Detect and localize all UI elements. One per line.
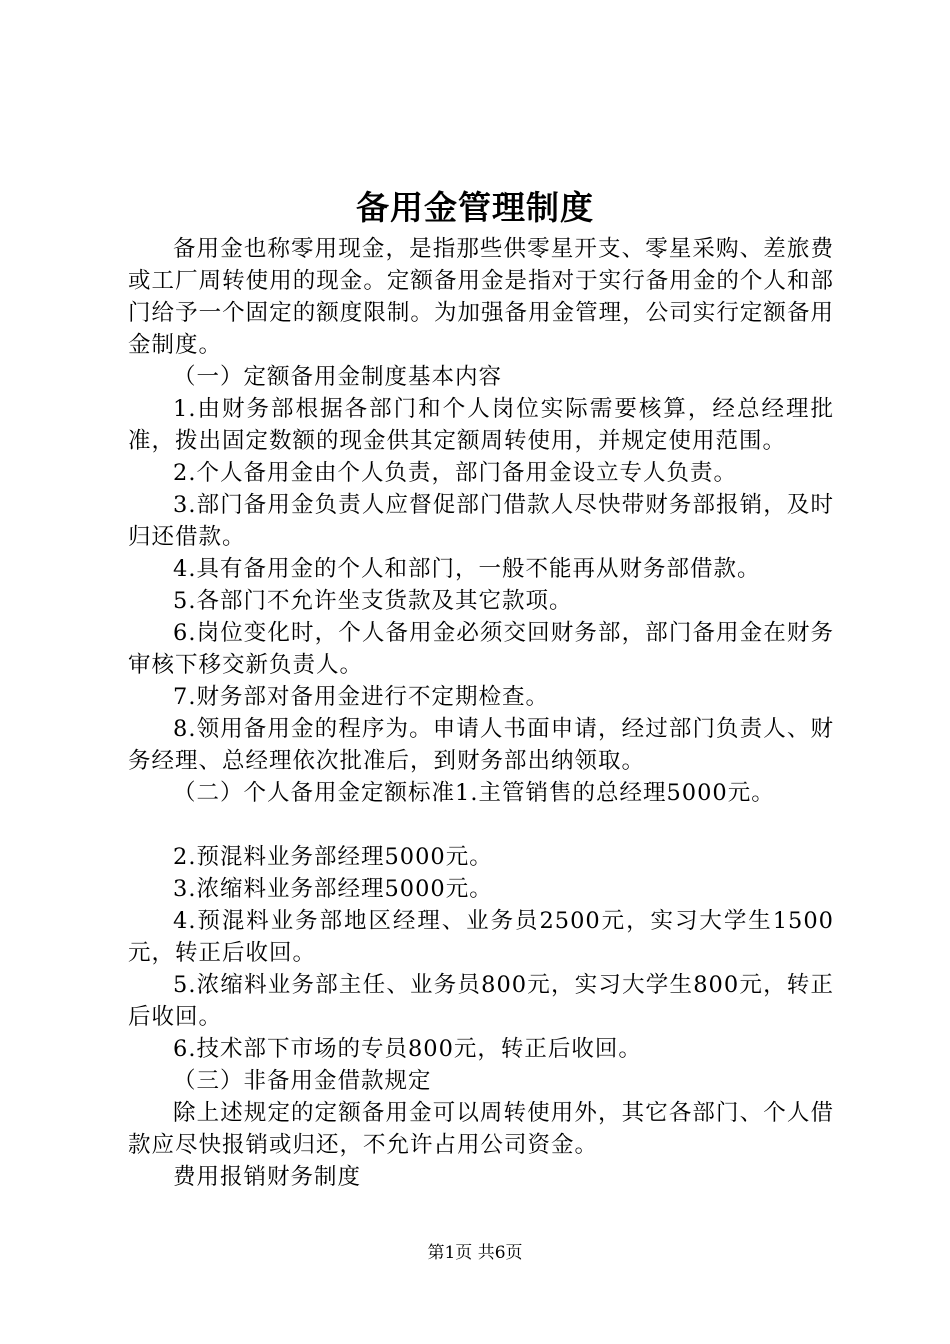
document-body (128, 233, 834, 1193)
document-title: 备用金管理制度 (356, 188, 594, 227)
paragraph-next-title: 费用报销财务制度 (173, 1164, 362, 1190)
quota-item-2: 2.预混料业务部经理5000元。 (173, 844, 493, 870)
paragraph-item-5: 5.各部门不允许坐支货款及其它款项。 (173, 588, 573, 614)
paragraph-item-4: 4.具有备用金的个人和部门，一般不能再从财务部借款。 (173, 556, 761, 582)
section-heading-2: （二）个人备用金定额标准1.主管销售的总经理5000元。 (173, 780, 775, 806)
paragraph-item-8: 8.领用备用金的程序为。申请人书面申请，经过部门负责人、财务经理、总经理依次批准后，到财务部出纳领取。 (128, 716, 834, 774)
section-heading-3: （三）非备用金借款规定 (173, 1068, 432, 1094)
quota-item-4: 4.预混料业务部地区经理、业务员2500元，实习大学生1500元，转正后收回。 (128, 908, 834, 966)
page-number: 第1页 共6页 (427, 1243, 523, 1263)
paragraph-item-2: 2.个人备用金由个人负责，部门备用金设立专人负责。 (173, 460, 737, 486)
paragraph-item-6: 6.岗位变化时，个人备用金必须交回财务部，部门备用金在财务审核下移交新负责人。 (128, 620, 834, 678)
quota-item-3: 3.浓缩料业务部经理5000元。 (173, 876, 493, 902)
section-heading-1: （一）定额备用金制度基本内容 (173, 364, 503, 390)
paragraph-item-1: 1.由财务部根据各部门和个人岗位实际需要核算，经总经理批准，拨出固定数额的现金供其定额周转使用，并规定使用范围。 (128, 396, 834, 454)
quota-item-5: 5.浓缩料业务部主任、业务员800元，实习大学生800元，转正后收回。 (128, 972, 834, 1030)
paragraph-intro: 备用金也称零用现金，是指那些供零星开支、零星采购、差旅费或工厂周转使用的现金。定额备用金是指对于实行备用金的个人和部门给予一个固定的额度限制。为加强备用金管理，公司实行定额备用金制度。 (128, 236, 834, 358)
paragraph-non-reserve: 除上述规定的定额备用金可以周转使用外，其它各部门、个人借款应尽快报销或归还，不允许占用公司资金。 (128, 1100, 834, 1158)
quota-item-6: 6.技术部下市场的专员800元，转正后收回。 (173, 1036, 642, 1062)
paragraph-item-7: 7.财务部对备用金进行不定期检查。 (173, 684, 549, 710)
paragraph-item-3: 3.部门备用金负责人应督促部门借款人尽快带财务部报销，及时归还借款。 (128, 492, 834, 550)
